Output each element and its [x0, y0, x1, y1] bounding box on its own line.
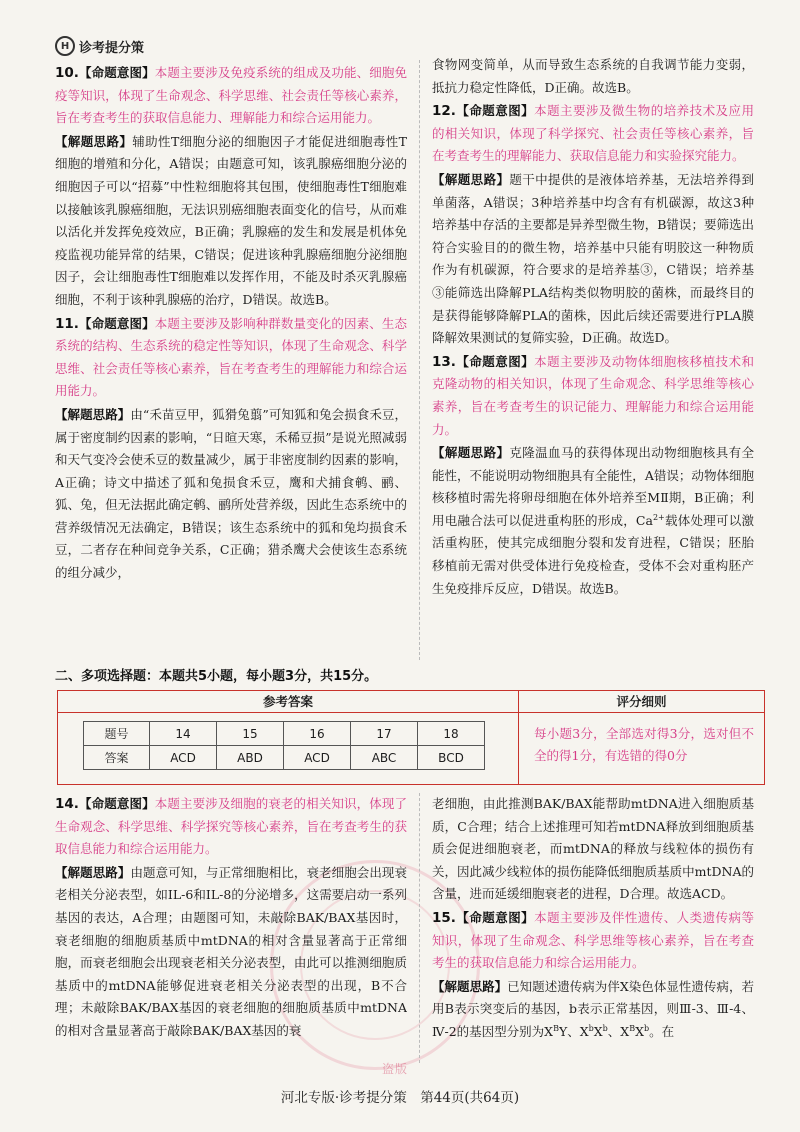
question-13: [432, 351, 754, 441]
table-cell: ACD: [284, 746, 351, 770]
row-label-question: 题号: [84, 722, 150, 746]
table-cell: ABC: [351, 746, 418, 770]
solution-15: [432, 976, 754, 1044]
question-11: [55, 313, 407, 403]
reference-answer-heading: 参考答案: [262, 694, 313, 709]
intent-text: 本题主要涉及动物体细胞核移植技术和克隆动物的相关知识，体现了生命观念、科学思维等核心素养，旨在考查考生的识记能力、理解能力和综合运用能力。: [432, 353, 754, 437]
table-row-answers: [84, 746, 485, 770]
thought-text: 。在: [649, 1023, 675, 1039]
thought-tag: 【解题思路】: [432, 978, 508, 994]
thought-tag: 【解题思路】: [432, 445, 510, 461]
thought-tag: 【解题思路】: [432, 171, 510, 187]
question-14: [55, 793, 407, 861]
solution-14-continued: 老细胞，由此推测BAK/BAX能帮助mtDNA进入细胞质基质，C合理；结合上述推理可知若mtDNA释放到细胞质基质会促进细胞衰老，而mtDNA的释放与线粒体的损伤有关，因此减少线粒体的损伤能降低细胞质基质中mtDNA的含量，进而延缓细胞衰老的进程，D合理。故选ACD。: [432, 796, 754, 902]
thought-tag: 【解题思路】: [55, 406, 131, 422]
page-footer: 河北专版·诊考提分策 第44页(共64页): [280, 1090, 520, 1106]
superscript: b: [643, 1023, 650, 1033]
row-label-answer: 答案: [84, 746, 150, 770]
thought-text: X: [635, 1023, 644, 1039]
solution-11: [55, 404, 407, 585]
table-cell: ACD: [150, 746, 217, 770]
answer-box-separator: [518, 713, 519, 784]
question-12: [432, 100, 754, 168]
thought-text: 由题意可知，与正常细胞相比，衰老细胞会出现衰老相关分泌表型，如IL-6和IL-8的分泌增多，这需要启动一系列基因的表达，A合理；由题图可知，未敲除BAK/BAX基因时，衰老细胞的细胞质基质中mtDNA的相对含量显著高于正常细胞，而衰老细胞会出现衰老相关分泌表型，由此可以推测细胞质基质中的mtDNA能够促进衰老相关分泌表型的出现，B不合理；未敲除BAK/BAX基因的衰老细胞的细胞质基质中mtDNA的相对含量显著高于敲除BAK/BAX基因的衰: [55, 864, 407, 1038]
question-number: 12.: [432, 103, 456, 120]
question-number: 11.: [55, 315, 79, 332]
question-15: [432, 907, 754, 975]
thought-text: X: [593, 1023, 603, 1039]
thought-text: Y、X: [558, 1023, 589, 1039]
answer-key-header: [58, 691, 764, 713]
table-cell: 15: [217, 722, 284, 746]
intent-text: 本题主要涉及细胞的衰老的相关知识，体现了生命观念、科学思维、科学探究等核心素养，旨在考查考生的获取信息能力和综合运用能力。: [55, 796, 407, 857]
grading-heading: 评分细则: [518, 691, 764, 713]
superscript: 2+: [652, 512, 665, 522]
intent-tag: 【命题意图】: [78, 65, 155, 80]
question-number: 15.: [432, 909, 456, 926]
brand-title: 诊考提分策: [79, 40, 145, 56]
question-number: 14.: [55, 796, 79, 812]
intent-tag: 【命题意图】: [78, 796, 155, 811]
superscript: B: [553, 1023, 559, 1033]
table-row-questions: [84, 722, 485, 746]
thought-tag: 【解题思路】: [55, 864, 131, 880]
section-title: 二、多项选择题：本题共5小题，每小题3分，共15分。: [55, 669, 378, 684]
answer-key-box: [57, 690, 765, 785]
left-column-top: [55, 62, 407, 658]
solution-13: [432, 442, 754, 600]
table-cell: 16: [284, 722, 351, 746]
right-column-bottom: [432, 793, 754, 1063]
superscript: B: [629, 1023, 636, 1033]
intent-text: 本题主要涉及伴性遗传、人类遗传病等知识，体现了生命观念、科学思维等核心素养，旨在考查考生的获取信息能力和综合运用能力。: [432, 909, 754, 971]
brand-logo-icon: H: [55, 36, 75, 56]
anti-piracy-seal: 盗版: [382, 1062, 409, 1076]
intent-text: 本题主要涉及微生物的培养技术及应用的相关知识，体现了科学探究、社会责任等核心素养，旨在考查考生的理解能力、获取信息能力和实验探究能力。: [432, 103, 754, 164]
superscript: b: [602, 1023, 608, 1033]
solution-10: [55, 131, 407, 312]
thought-text: 由“禾苗豆甲，狐猾兔翦”可知狐和兔会损食禾豆，属于密度制约因素的影响，“日暄天寒，禾稀豆损”是说光照减弱和天气变冷会使禾豆的数量减少，属于非密度制约因素的影响，A正确；诗文中描述了狐和兔损食禾豆，鹰和犬捕食鹌、鹂、狐、兔，但无法据此确定鹌、鹂所处营养级，因此生态系统中的营养级情况无法确定，B错误；该生态系统中的狐和兔均损食禾豆，二者存在种间竞争关系，C正确；猎杀鹰犬会使该生态系统的组分减少，: [55, 406, 407, 581]
question-10: [55, 62, 407, 130]
left-column-bottom: [55, 793, 407, 1063]
solution-12: [432, 169, 754, 350]
column-divider: [419, 60, 420, 660]
column-divider: [419, 793, 420, 1063]
thought-text: 题干中提供的是液体培养基，无法培养得到单菌落，A错误；3种培养基中均含有有机碳源，故这3种培养基中存活的主要都是异养型微生物，B错误；要筛选出符合实验目的的微生物，培养基中只能有明胶这一种物质作为有机碳源，符合要求的是培养基③，C错误；培养基③能筛选出降解PLA结构类似物明胶的菌株，而最终目的是获得能够降解PLA的菌株，因此后续还需要进行PLA膜降解效果测试的复筛实验，D正确。故选D。: [432, 171, 754, 346]
question-number: 10.: [55, 65, 79, 81]
table-cell: 18: [418, 722, 485, 746]
thought-text: 、X: [607, 1023, 630, 1039]
question-number: 13.: [432, 353, 456, 370]
superscript: b: [588, 1023, 594, 1033]
thought-text: 辅助性T细胞分泌的细胞因子才能促进细胞毒性T细胞的增殖和分化，A错误；由题意可知，该乳腺癌细胞分泌的细胞因子可以“招募”中性粒细胞将其包围，使细胞毒性T细胞难以接触该乳腺癌细胞，无法识别癌细胞表面变化的信号，从而难以活化并发挥免疫效应，B正确；乳腺癌的发生和发展是机体免疫监视功能异常的结果，C错误；促进该种乳腺癌细胞分泌细胞因子，会让细胞毒性T细胞难以发挥作用，不能及时杀灭乳腺癌细胞，不利于该种乳腺癌的治疗，D错误。故选B。: [55, 133, 407, 307]
intent-tag: 【命题意图】: [455, 103, 535, 119]
table-cell: 17: [351, 722, 418, 746]
thought-text-b: 载体处理可以激活重构胚，使其完成细胞分裂和发育进程，C错误；胚胎移植前无需对供受体进行免疫检查，受体不会对重构胚产生免疫排斥反应，D错误。故选B。: [432, 512, 754, 596]
right-column-top: [432, 54, 754, 658]
header: [55, 36, 144, 56]
thought-tag: 【解题思路】: [55, 133, 133, 149]
table-cell: 14: [150, 722, 217, 746]
intent-tag: 【命题意图】: [78, 315, 155, 331]
table-cell: ABD: [217, 746, 284, 770]
answer-table: [83, 721, 485, 770]
solution-11-continued: 食物网变简单，从而导致生态系统的自我调节能力变弱，抵抗力稳定性降低，D正确。故选B。: [432, 57, 754, 95]
intent-tag: 【命题意图】: [455, 353, 535, 369]
grading-text: 每小题3分，全部选对得3分，选对但不全的得1分，有选错的得0分: [534, 726, 754, 763]
intent-text: 本题主要涉及免疫系统的组成及功能、细胞免疫等知识，体现了生命观念、科学思维、社会责任等核心素养，旨在考查考生的获取信息能力、理解能力和综合运用能力。: [55, 65, 407, 126]
solution-14: [55, 862, 407, 1043]
thought-text-a: 克隆温血马的获得体现出动物细胞核具有全能性，不能说明动物细胞具有全能性，A错误；动物体细胞核移植时需先将卵母细胞在体外培养至MⅡ期，B正确；利用电融合法可以促进重构胚的形成，Ca: [432, 445, 754, 528]
intent-text: 本题主要涉及影响种群数量变化的因素、生态系统的结构、生态系统的稳定性等知识，体现了生命观念、科学思维、社会责任等核心素养，旨在考查考生的理解能力和综合运用能力。: [55, 315, 407, 399]
thought-text-a: 已知题述遗传病为伴X染色体显性遗传病，若用B表示突变后的基因，b表示正常基因，则Ⅲ-3、Ⅲ-4、Ⅳ-2的基因型分别为X: [432, 978, 754, 1039]
table-cell: BCD: [418, 746, 485, 770]
intent-tag: 【命题意图】: [455, 909, 535, 925]
